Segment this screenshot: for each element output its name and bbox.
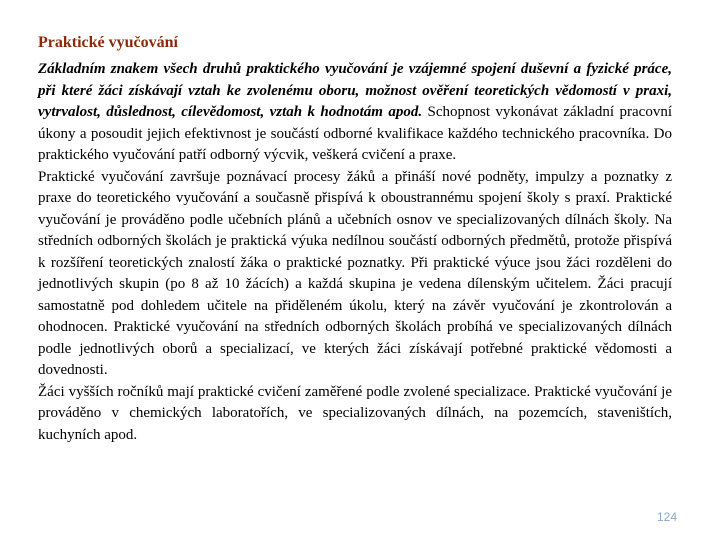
- paragraph-1: [38, 59, 672, 167]
- paragraph-2: Praktické vyučování završuje poznávací procesy žáků a přináší nové podněty, impulzy a poznatky z praxe do teoretického vyučování a současně přispívá k oboustrannému spojení školy s praxí. Praktické vyučování je prováděno podle učebních plánů a učebních osnov ve specializovaných dílnách školy. Na středních odborných školách je praktická výuka nedílnou součástí odborných předmětů, protože přispívá k rozšíření teoretických znalostí žáka o praktické poznatky. Při praktické výuce jsou žáci rozděleni do jednotlivých skupin (po 8 až 10 žácích) a každá skupina je vedena dílenským učitelem. Žáci pracují samostatně pod dohledem učitele na přiděleném úkolu, který na závěr vyučování je zkontrolován a ohodnocen. Praktické vyučování na středních odborných školách probíhá ve specializovaných dílnách podle jednotlivých oborů a specializací, ve kterých žáci získávají potřebné praktické vědomosti a dovednosti.: [38, 168, 672, 378]
- paragraph-1-emphasis: Základním znakem všech druhů praktického vyučování je vzájemné spojení duševní a fyzické práce, při které žáci získávají vztah ke zvolenému oboru, možnost ověření teoretických vědomostí v praxi, vytrvalost, důslednost, cílevědomost, vztah k hodnotám apod.: [38, 61, 672, 120]
- page-number: 124: [656, 510, 677, 524]
- slide-body: [38, 59, 672, 446]
- paragraph-1-text: Schopnost vykonávat základní pracovní úkony a posoudit jejich efektivnost je součástí odborné kvalifikace každého technického pracovníka. Do praktického vyučování patří odborný výcvik, veškerá cvičení a praxe.: [38, 104, 672, 163]
- paragraph-3: Žáci vyšších ročníků mají praktické cvičení zaměřené podle zvolené specializace. Praktické vyučování je prováděno v chemických laboratořích, ve specializovaných dílnách, na pozemcích, staveništích, kuchyních apod.: [38, 383, 672, 443]
- slide-title: Praktické vyučování: [38, 34, 178, 51]
